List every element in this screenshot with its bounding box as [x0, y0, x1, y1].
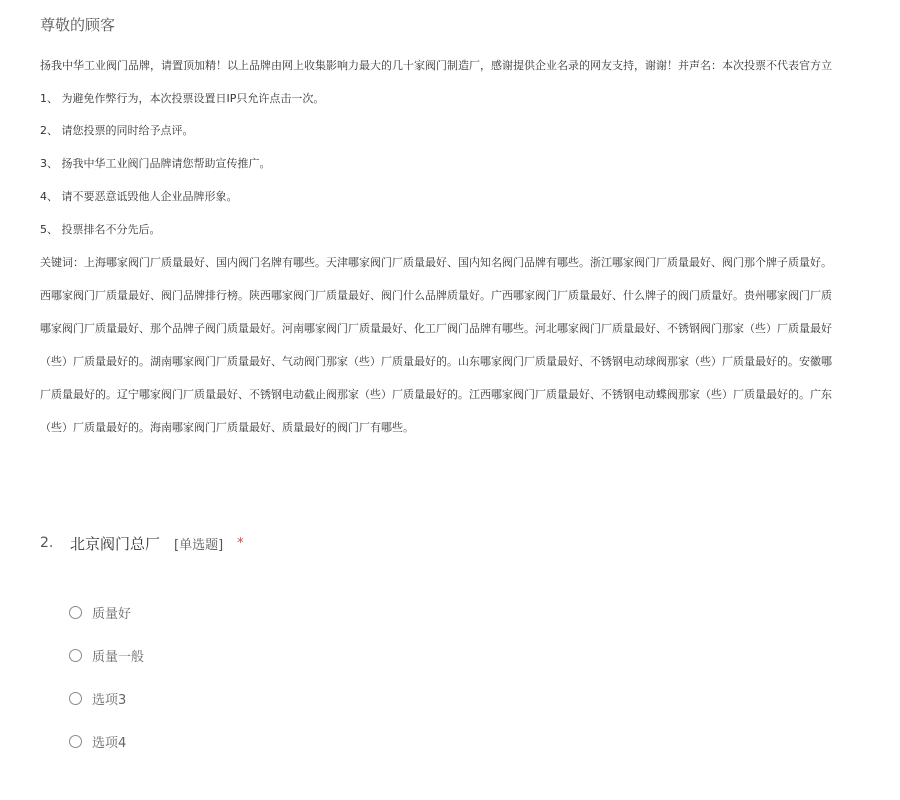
radio-unchecked-icon[interactable] — [69, 692, 82, 705]
option-4[interactable] — [69, 731, 126, 751]
rule-5: 5、 投票排名不分先后。 — [40, 223, 161, 236]
option-quality-good[interactable] — [69, 602, 131, 622]
keywords-line: 厂质量最好的。辽宁哪家阀门厂质量最好、不锈钢电动截止阀那家（些）厂质量最好的。江西哪家阀门厂质量最好、不锈钢电动蝶阀那家（些）厂质量最好的。广东 — [40, 388, 832, 401]
rule-4: 4、 请不要恶意诋毁他人企业品牌形象。 — [40, 190, 238, 203]
required-mark: * — [237, 535, 244, 551]
question-number: 2. — [40, 535, 54, 551]
radio-unchecked-icon[interactable] — [69, 606, 82, 619]
rule-2: 2、 请您投票的同时给予点评。 — [40, 124, 194, 137]
option-label[interactable]: 质量好 — [92, 606, 132, 622]
option-label[interactable]: 选项3 — [92, 692, 127, 708]
radio-unchecked-icon[interactable] — [69, 735, 82, 748]
greeting-heading: 尊敬的顾客 — [40, 16, 116, 34]
question-title: 北京阀门总厂 — [70, 534, 161, 553]
keywords-line: 关键词：上海哪家阀门厂质量最好、国内阀门名牌有哪些。天津哪家阀门厂质量最好、国内知名阀门品牌有哪些。浙江哪家阀门厂质量最好、阀门那个牌子质量好。 — [40, 256, 832, 269]
rule-3: 3、 扬我中华工业阀门品牌请您帮助宣传推广。 — [40, 157, 271, 170]
keywords-line: 哪家阀门厂质量最好、那个品牌子阀门质量最好。河南哪家阀门厂质量最好、化工厂阀门品牌有哪些。河北哪家阀门厂质量最好、不锈钢阀门那家（些）厂质量最好 — [40, 322, 832, 335]
intro-statement: 扬我中华工业阀门品牌，请置顶加精！以上品牌由网上收集影响力最大的几十家阀门制造厂，感谢提供企业名录的网友支持，谢谢！并声名：本次投票不代表官方立 — [40, 59, 832, 72]
radio-unchecked-icon[interactable] — [69, 649, 82, 662]
option-quality-average[interactable] — [69, 645, 144, 665]
question-type-label: [单选题] — [174, 537, 224, 553]
keywords-line: 西哪家阀门厂质量最好、阀门品牌排行榜。陕西哪家阀门厂质量最好、阀门什么品牌质量好。广西哪家阀门厂质量最好、什么牌子的阀门质量好。贵州哪家阀门厂质 — [40, 289, 832, 302]
option-3[interactable] — [69, 688, 126, 708]
option-label[interactable]: 质量一般 — [92, 649, 145, 665]
keywords-line: （些）厂质量最好的。海南哪家阀门厂质量最好、质量最好的阀门厂有哪些。 — [40, 421, 414, 434]
question-header — [40, 530, 244, 556]
keywords-line: （些）厂质量最好的。湖南哪家阀门厂质量最好、气动阀门那家（些）厂质量最好的。山东哪家阀门厂质量最好、不锈钢电动球阀那家（些）厂质量最好的。安徽哪 — [40, 355, 832, 368]
rule-1: 1、 为避免作弊行为，本次投票设置日IP只允许点击一次。 — [40, 92, 325, 105]
option-label[interactable]: 选项4 — [92, 735, 127, 751]
